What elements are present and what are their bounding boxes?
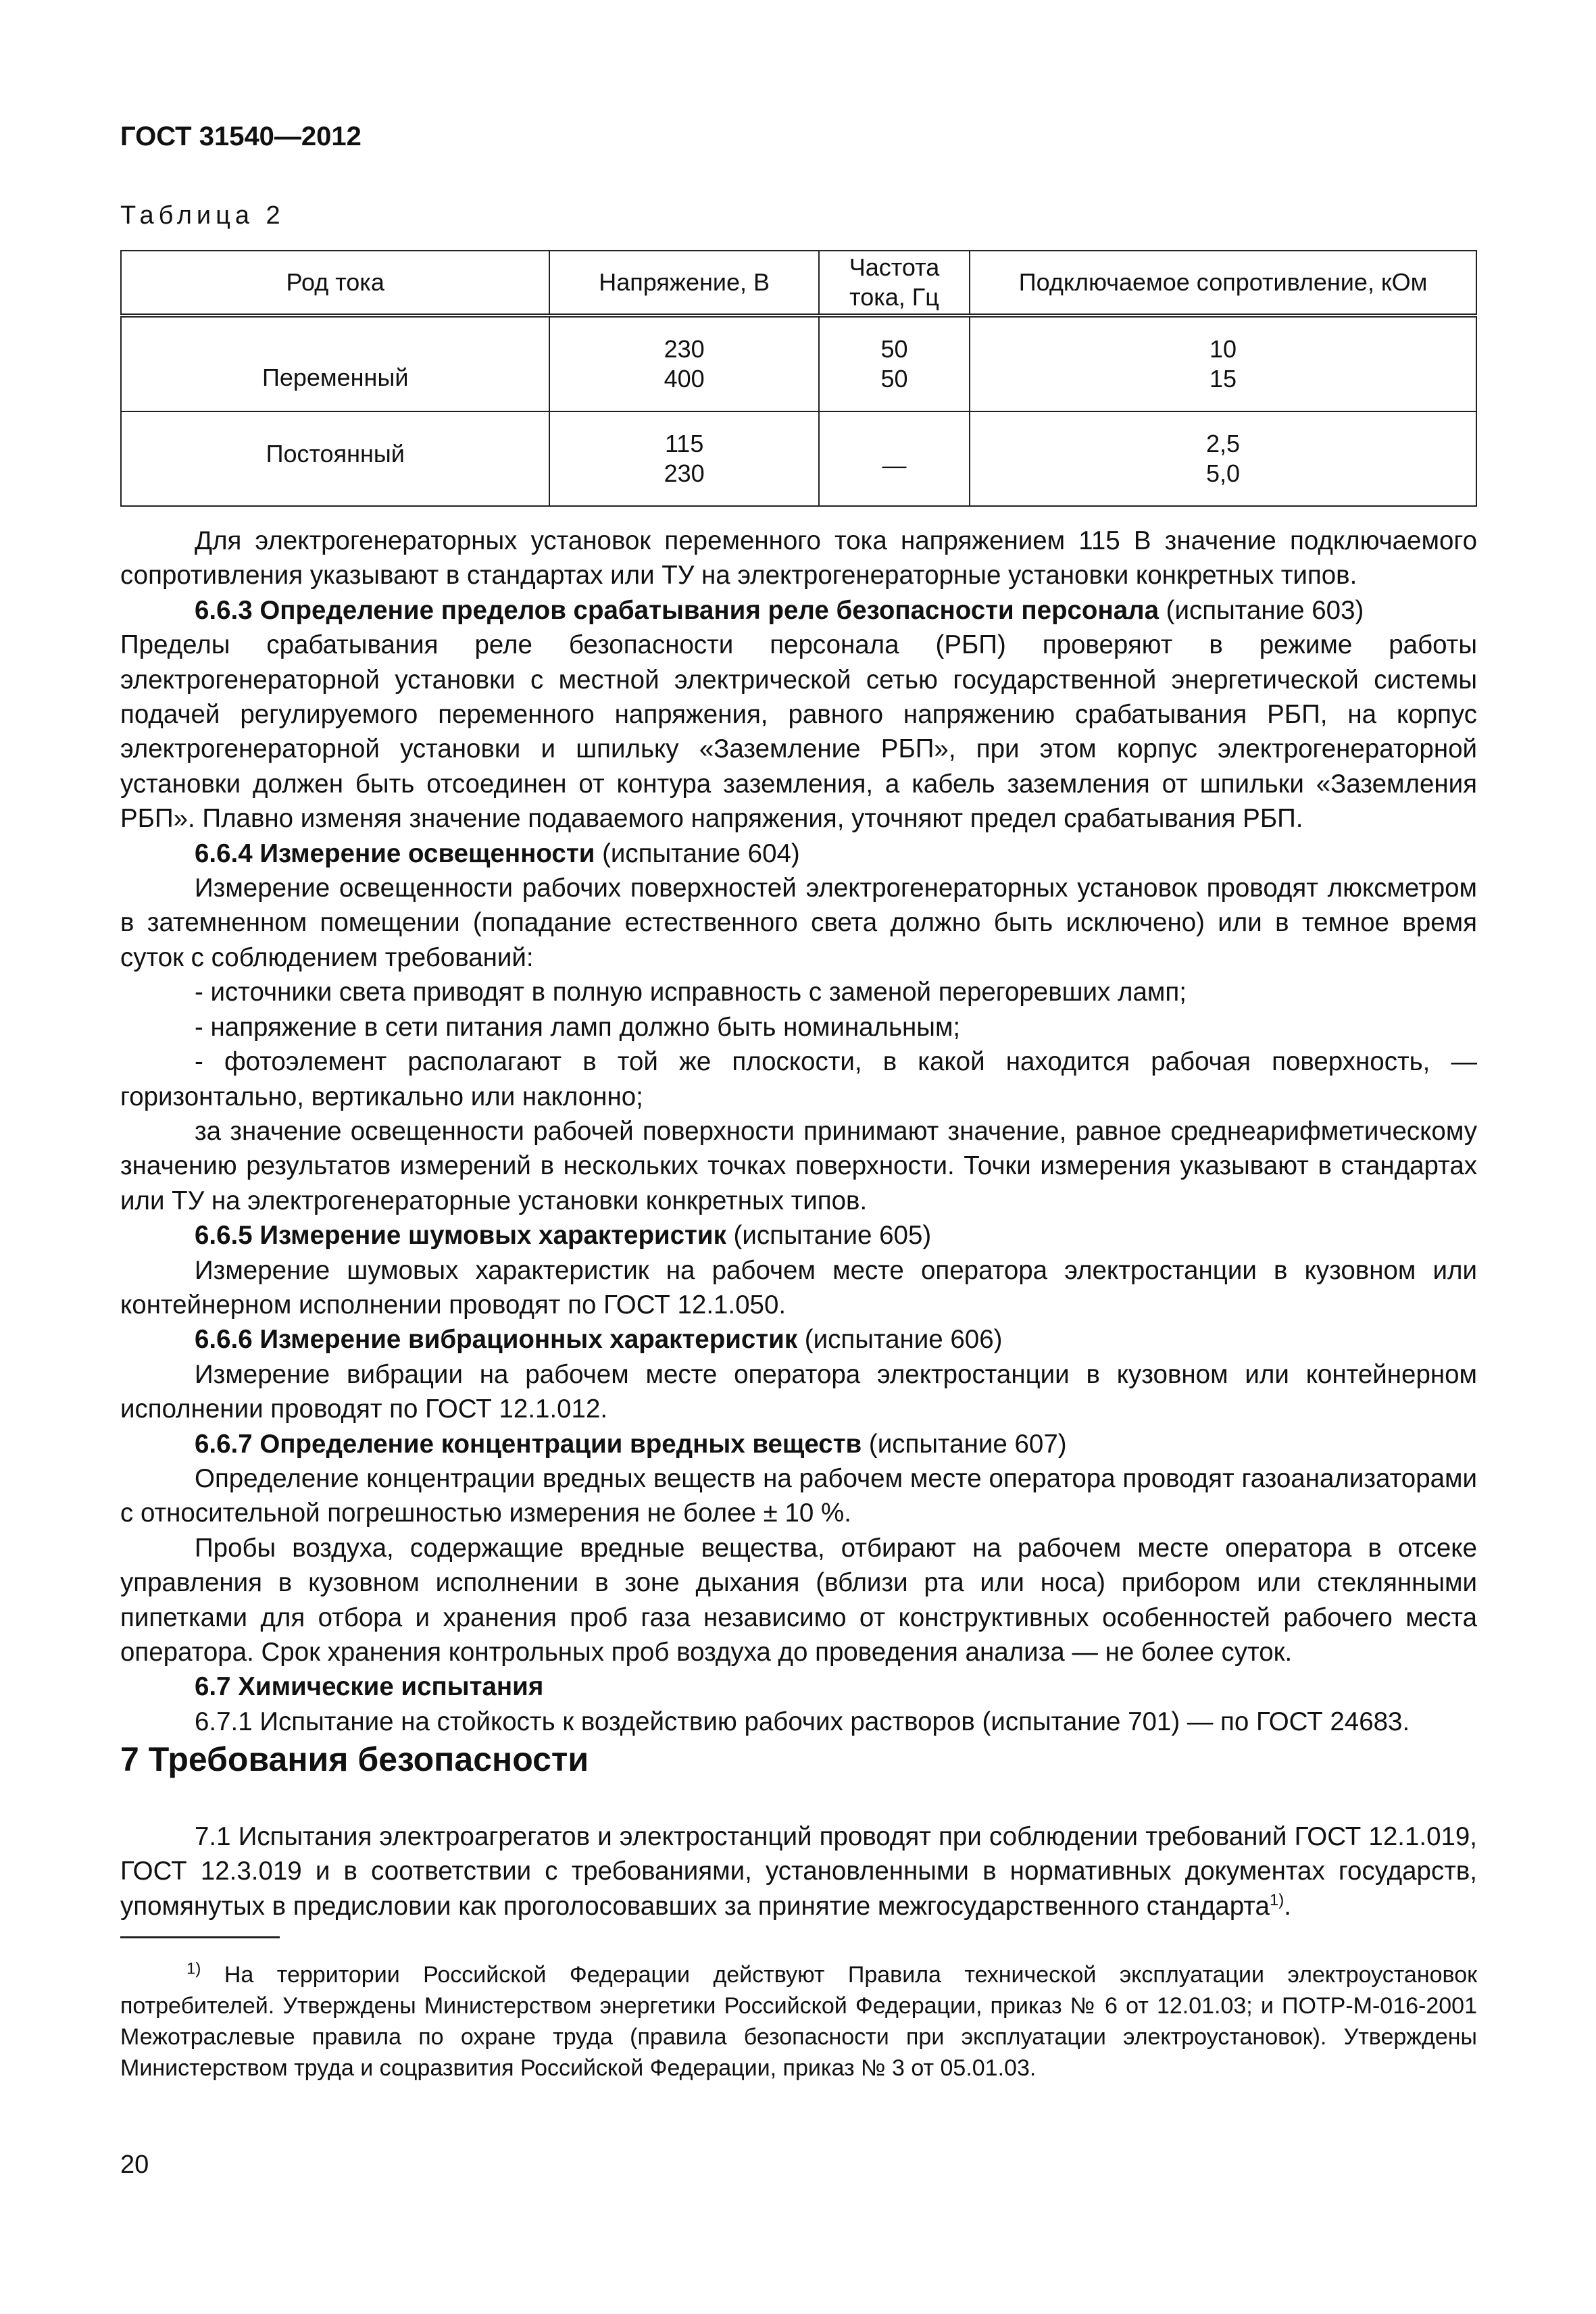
body-text	[120, 524, 1477, 1739]
table-cell-resistance: 2,5 5,0	[970, 411, 1476, 506]
list-item: - фотоэлемент располагают в той же плоскости, в какой находится рабочая поверхность, — горизонтально, вертикально или наклонно;	[120, 1047, 1477, 1111]
paragraph: Измерение шумовых характеристик на рабочем месте оператора электростанции в кузовном или контейнерном исполнении проводят по ГОСТ 12.1.050.	[120, 1255, 1477, 1319]
table-cell-kind: Постоянный	[121, 411, 549, 506]
footnote-reference: 1)	[1269, 1890, 1285, 1909]
table-header-row	[121, 251, 1476, 316]
paragraph: Определение концентрации вредных веществ на рабочем месте оператора проводят газоанализаторами с относительной погрешностью измерения не более ± 10 %.	[120, 1463, 1477, 1528]
paragraph: 6.7.1 Испытание на стойкость к воздействию рабочих растворов (испытание 701) — по ГОСТ 24683.	[195, 1707, 1410, 1736]
table-header-cell: Напряжение, В	[549, 251, 818, 316]
paragraph: Измерение вибрации на рабочем месте оператора электростанции в кузовном или контейнерном исполнении проводят по ГОСТ 12.1.012.	[120, 1359, 1477, 1424]
paragraph: Измерение освещенности рабочих поверхностей электрогенераторных установок проводят люксметром в затемненном помещении (попадание естественного света должно быть исключено) или в темное время суток с соблюдением требований:	[120, 874, 1477, 972]
section-6-6-4-heading: 6.6.4 Измерение освещенности (испытание 604)	[195, 838, 800, 868]
table-header-cell: Частота тока, Гц	[819, 251, 970, 316]
section-6-6-7-heading: 6.6.7 Определение концентрации вредных веществ (испытание 607)	[195, 1429, 1067, 1459]
table-cell-resistance: 10 15	[970, 316, 1476, 411]
footnote-separator	[120, 1936, 280, 1938]
paragraph: Пробы воздуха, содержащие вредные вещества, отбирают на рабочем месте оператора в отсеке управления в кузовном исполнении в зоне дыхания (вблизи рта или носа) прибором или стеклянными пипетками для отбора и хранения проб газа независимо от конструктивных особенностей рабочего места оператора. Срок хранения контрольных проб воздуха до проведения анализа — не более суток.	[120, 1533, 1477, 1667]
table-row	[121, 411, 1476, 506]
section-7-title: 7 Требования безопасности	[120, 1740, 589, 1778]
paragraph: Пределы срабатывания реле безопасности персонала (РБП) проверяют в режиме работы электрогенераторной установки с местной электрической сетью государственной энергетической системы подачей регулируемого переменного напряжения, равного напряжению срабатывания РБП, на корпус электрогенераторной установки и шпильку «Заземление РБП», при этом корпус электрогенераторной установки должен быть отсоединен от контура заземления, а кабель заземления от шпильки «Заземления РБП». Плавно изменяя значение подаваемого напряжения, уточняют предел срабатывания РБП.	[120, 630, 1477, 834]
footnote-marker: 1)	[186, 1959, 201, 1978]
table-cell-frequency: 50 50	[819, 316, 970, 411]
section-6-6-3-heading: 6.6.3 Определение пределов срабатывания реле безопасности персонала (испытание 603)	[195, 595, 1364, 625]
table-header-cell: Род тока	[121, 251, 549, 316]
section-6-6-6-heading: 6.6.6 Измерение вибрационных характеристик (испытание 606)	[195, 1325, 1003, 1355]
list-item: - напряжение в сети питания ламп должно быть номинальным;	[195, 1012, 961, 1042]
footnote-text: $^{1)}$ На территории Российской Федерации действуют Правила технической эксплуатации электроустановок потребителей. Утверждены Министерством энергетики Российской Федерации, приказ № 6 от 12.01.03; и ПОТР-М-016-2001 Межотраслевые правила по охране труда (правила безопасности при эксплуатации электроустановок). Утверждены Министерством труда и соцразвития Российской Федерации, приказ № 3 от 05.01.03.	[120, 1959, 1477, 2081]
table-2	[120, 250, 1477, 507]
section-6-7-heading: 6.7 Химические испытания	[195, 1672, 544, 1702]
paragraph: Для электрогенераторных установок переменного тока напряжением 115 В значение подключаемого сопротивления указывают в стандартах или ТУ на электрогенераторные установки конкретных типов.	[120, 526, 1477, 590]
table-cell-voltage: 115 230	[549, 411, 818, 506]
list-item: - источники света приводят в полную исправность с заменой перегоревших ламп;	[195, 978, 1187, 1007]
paragraph: 7.1 Испытания электроагрегатов и электростанций проводят при соблюдении требований ГОСТ 12.1.019, ГОСТ 12.3.019 и в соответствии с требованиями, установленными в нормативных документах государств, упомянутых в предисловии как проголосовавших за принятие межгосударственного стандарта$^{1)}$.	[120, 1822, 1477, 1921]
table-caption: Таблица 2	[120, 201, 285, 230]
section-6-6-5-heading: 6.6.5 Измерение шумовых характеристик (испытание 605)	[195, 1221, 932, 1251]
section-7-body	[120, 1819, 1477, 1923]
table-header-cell: Подключаемое сопротивление, кОм	[970, 251, 1476, 316]
table-cell-frequency: —	[819, 411, 970, 506]
table-row	[121, 316, 1476, 411]
footnote	[120, 1959, 1477, 2084]
table-cell-kind: Переменный	[121, 316, 549, 411]
document-header: ГОСТ 31540—2012	[120, 122, 361, 151]
page-number: 20	[120, 2150, 149, 2179]
table-cell-voltage: 230 400	[549, 316, 818, 411]
paragraph: за значение освещенности рабочей поверхности принимают значение, равное среднеарифметическому значению результатов измерений в нескольких точках поверхности. Точки измерения указывают в стандартах или ТУ на электрогенераторные установки конкретных типов.	[120, 1116, 1477, 1215]
